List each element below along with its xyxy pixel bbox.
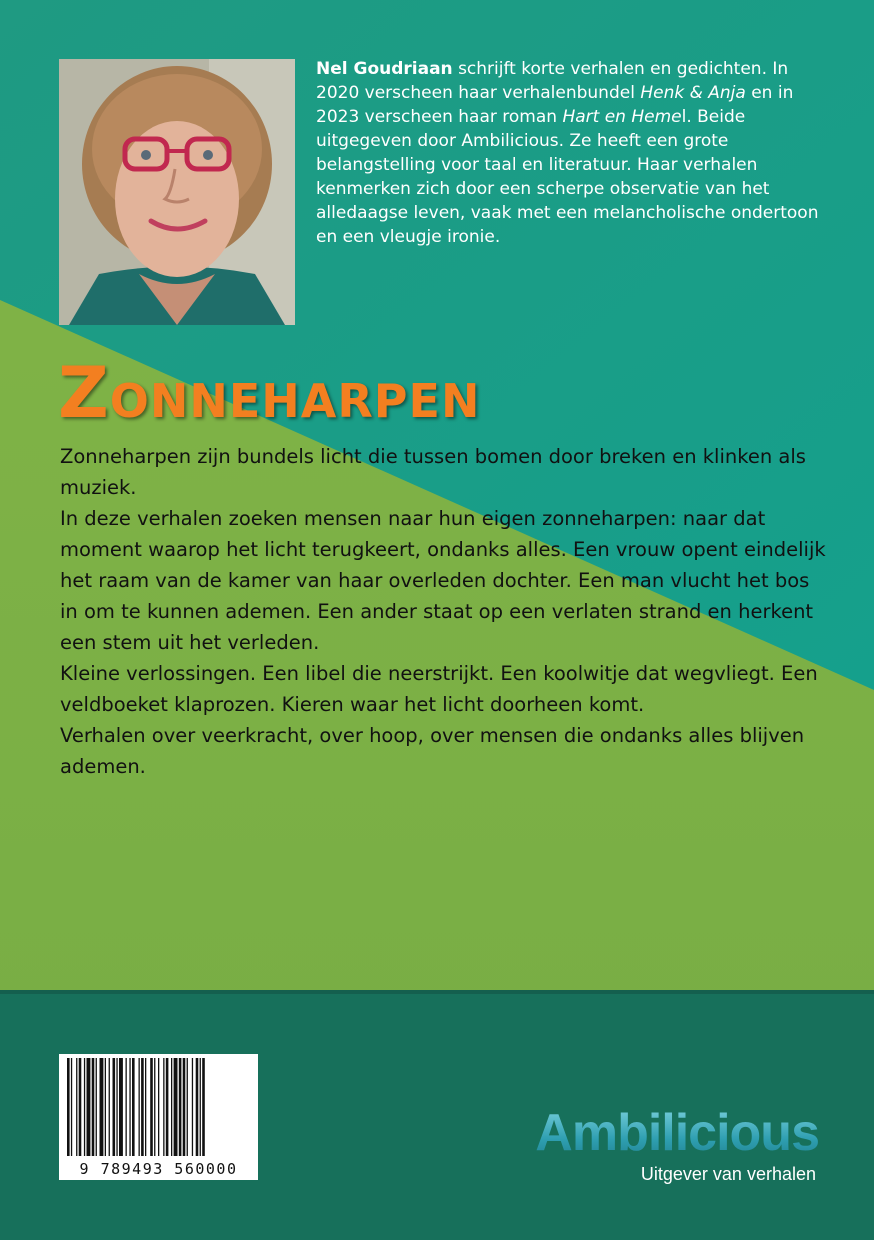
blurb-paragraph: Kleine verlossingen. Een libel die neerstrijkt. Een koolwitje dat wegvliegt. Een veldboeket klaprozen. Kieren waar het licht doorheen komt. [60,662,818,716]
author-photo [59,59,295,325]
bio-text-2: en in 2023 verscheen haar roman [316,83,794,127]
bio-text-3: l. Beide uitgegeven door Ambilicious. Ze heeft een grote belangstelling voor taal en literatuur. Haar verhalen kenmerken zich door een scherpe observatie van het alledaagse leven, vaak met een melancholische ondertoon en een vleugje ironie. [316,107,819,247]
book-title [58,352,481,436]
title-initial: Z [58,352,110,434]
title-rest: ONNEHARPEN [109,374,481,428]
isbn-number: 9 789493 560000 [79,1160,238,1178]
author-portrait-icon [59,59,295,325]
author-name: Nel Goudriaan [316,59,453,79]
bio-book-1: Henk & Anja [640,83,746,103]
blurb-paragraph: Zonneharpen zijn bundels licht die tussen bomen door breken en klinken als muziek. [60,445,806,499]
barcode-bars-icon [59,1054,258,1158]
publisher-logo: Ambilicious [514,1103,819,1163]
isbn-barcode [59,1054,258,1180]
blurb-paragraph: Verhalen over veerkracht, over hoop, over mensen die ondanks alles blijven ademen. [60,724,805,778]
author-bio [316,57,826,249]
book-blurb [60,441,830,782]
bio-book-2: Hart en Heme [562,107,682,127]
bio-text-1: schrijft korte verhalen en gedichten. In 2020 verscheen haar verhalenbundel [316,59,789,103]
publisher-tagline: Uitgever van verhalen [640,1164,816,1184]
blurb-paragraph: In deze verhalen zoeken mensen naar hun eigen zonneharpen: naar dat moment waarop het licht terugkeert, ondanks alles. Een vrouw opent eindelijk het raam van de kamer van haar overleden dochter. Een man vlucht het bos in om te kunnen ademen. Een ander staat op een verlaten strand en herkent een stem uit het verleden. [60,507,826,654]
